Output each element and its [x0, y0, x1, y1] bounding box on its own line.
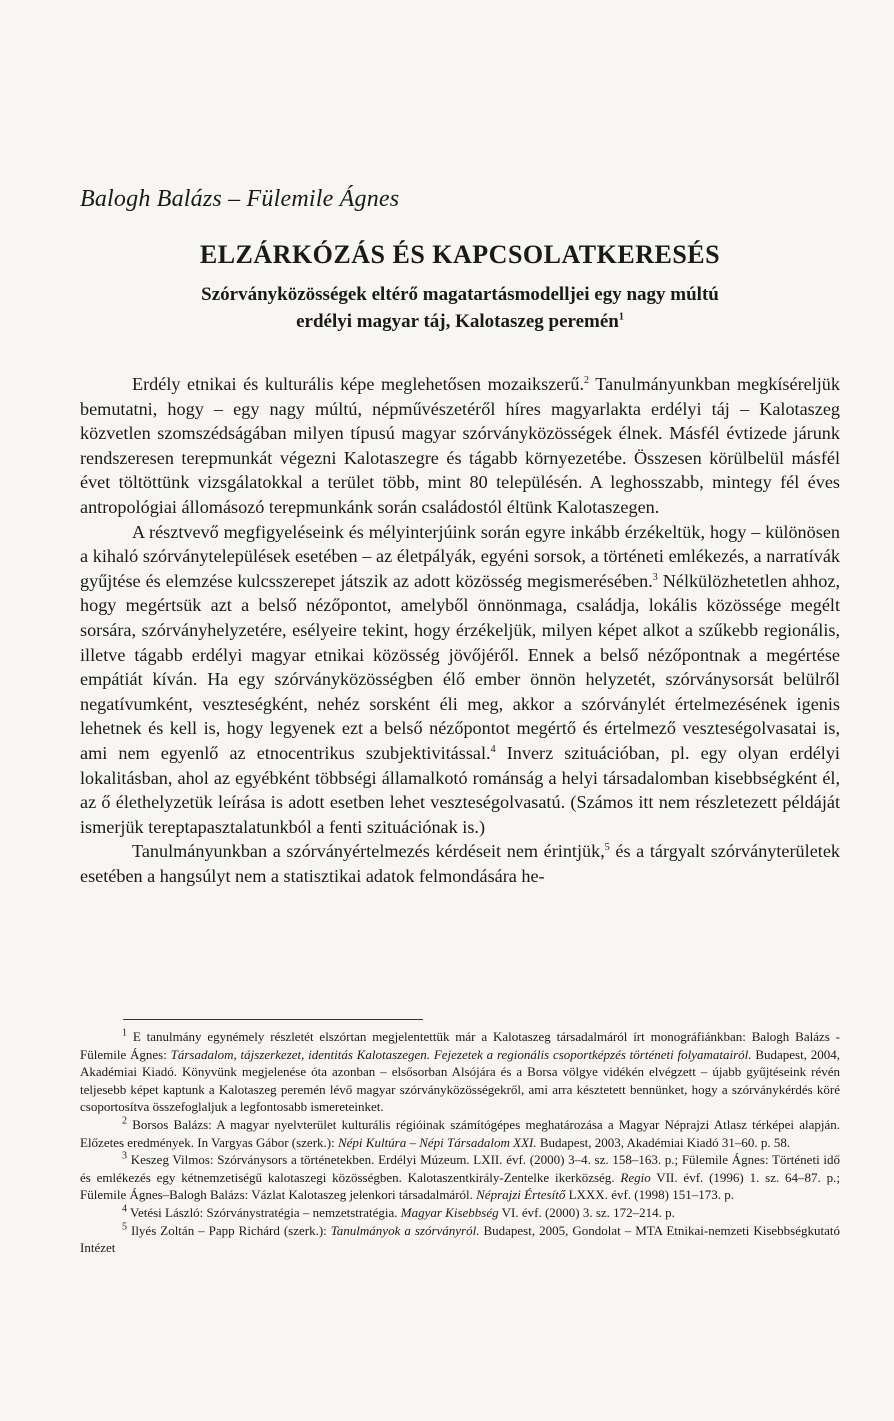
- paragraph-2: [80, 520, 840, 840]
- text-run: Vetési László: Szórványstratégia – nemzetstratégia.: [127, 1204, 401, 1220]
- footnote-divider: [123, 1019, 423, 1020]
- footnote-number: 1: [122, 1027, 127, 1039]
- footnote-number: 3: [122, 1150, 127, 1162]
- text-run: A résztvevő megfigyeléseink és mélyinterjúink során egyre inkább érzékeltük, hogy – különösen a kihaló szórványtelepülések esetében – az életpályák, egyéni sorsok, a történeti emlékezés, a narratívák gyűjtése és elemzése kulcsszerepet játszik az adott közösség megismerésében.: [80, 521, 840, 591]
- text-run: Néprajzi Értesítő: [476, 1187, 566, 1203]
- text-run: Tanulmányunkban megkíséreljük bemutatni, hogy – egy nagy múltú, népművészetéről híres magyarlakta erdélyi táj – Kalotaszeg közvetlen szomszédságában milyen típusú magyar szórványközösségek élnek. Másfél évtizede járunk rendszeresen terepmunkát végezni Kalotaszegre és tágabb környezetébe. Összesen körülbelül másfél évet töltöttünk vizsgálatokkal a terület több, mint 80 településén. A leghosszabb, mintegy fél éves antropológiai állomásozó terepmunkánk során családostól éltünk Kalotaszegen.: [80, 374, 840, 517]
- text-run: Keszeg Vilmos: Szórványsors a történetekben. Erdélyi Múzeum. LXII. évf. (2000) 3–4. sz. 158–163. p.; Fülemile Ágnes: Történeti idő és emlékezés egy kétnemzetiségű kalotaszegi közösségben. Kalotaszentkirály-Zentelke ikerközség.: [80, 1152, 840, 1185]
- footnote-2: [80, 1116, 840, 1151]
- footnote-3: [80, 1151, 840, 1204]
- footnote-ref[interactable]: 4: [490, 743, 496, 755]
- text-run: LXXX. évf. (1998) 151–173. p.: [565, 1187, 734, 1203]
- text-run: E tanulmány egynémely részletét elszórtan megjelentettük már a Kalotaszeg társadalmáról írt monográfiánkban: Balogh Balázs - Fülemile Ágnes:: [80, 1029, 840, 1062]
- footnote-ref[interactable]: 1: [618, 311, 624, 323]
- text-run: VI. évf. (2000) 3. sz. 172–214. p.: [498, 1204, 675, 1220]
- text-run: Ilyés Zoltán – Papp Richárd (szerk.):: [127, 1222, 331, 1238]
- footnote-1: [80, 1028, 840, 1116]
- footnote-ref[interactable]: 3: [652, 571, 658, 583]
- text-run: Budapest, 2003, Akadémiai Kiadó 31–60. p. 58.: [536, 1134, 791, 1150]
- footnote-ref[interactable]: 5: [604, 842, 610, 854]
- subtitle-line-2: erdélyi magyar táj, Kalotaszeg peremén: [296, 311, 619, 332]
- author-line: Balogh Balázs – Fülemile Ágnes: [80, 186, 400, 212]
- text-run: Erdély etnikai és kulturális képe meglehetősen mozaikszerű.: [132, 374, 585, 394]
- text-run: Inverz szituációban, pl. egy olyan erdélyi lokalitásban, ahol az egyébként többségi államalkotó románság a helyi társadalomban kisebbségként él, az ő élethelyzetük leírása is adott esetben lehet veszteségolvasatú. (Számos itt nem részletezett példáját ismerjük tereptapasztalatunkból a fenti szituációnak is.): [80, 742, 840, 837]
- text-run: Társadalom, tájszerkezet, identitás Kalotaszegen. Fejezetek a regionális csoportképzés történeti folyamatairól.: [170, 1046, 752, 1062]
- text-run: Tanulmányunkban a szórványértelmezés kérdéseit nem érintjük,: [132, 841, 605, 862]
- text-run: Budapest, 2005, Gondolat – MTA Etnikai-nemzeti Kisebbségkutató Intézet: [80, 1222, 840, 1256]
- subtitle-line-1: Szórványközösségek eltérő magatartásmodelljei egy nagy múltú: [201, 284, 719, 305]
- text-run: és a tárgyalt szórványterületek esetében a hangsúlyt nem a statisztikai adatok felmondására he-: [80, 841, 840, 886]
- text-run: Magyar Kisebbség: [400, 1204, 499, 1220]
- text-run: Regio: [620, 1169, 651, 1185]
- text-run: Tanulmányok a szórványról.: [330, 1222, 480, 1238]
- text-run: Népi Kultúra – Népi Társadalom XXI.: [337, 1134, 537, 1150]
- text-run: Nélkülözhetetlen ahhoz, hogy megértsük azt a belső nézőpontot, amelyből önnönmaga, családja, lokális közössége megélt sorsára, szórványhelyzetére, esélyeire tekint, hogy érzékeljük, milyen képet alkot a szűkebb regionális, illetve tágabb erdélyi magyar etnikai közösség jövőjéről. Ennek a belső nézőpontnak a megértése empátiát kíván. Ha egy szórványközösségben élő ember önnön helyzetét, szórványsorsát belülről negatívumként, veszteségként, nehéz sorsként éli meg, akkor a szórványlét értelmezésének igenis lehetnek és kell is, hogy legyenek ezt a belső nézőpontot megértő és értelmező veszteségolvasatai is, ami nem egyenlő az etnocentrikus szubjektivitással.: [80, 570, 840, 763]
- paragraph-1: [80, 372, 840, 520]
- footnote-number: 2: [122, 1115, 127, 1127]
- footnote-number: 5: [122, 1221, 127, 1233]
- footnote-4: [80, 1204, 840, 1222]
- text-run: Budapest, 2004, Akadémiai Kiadó. Könyvünk megjelenése óta azonban – elsősorban Alsójára és a Borsa völgye vidékén elvégzett – újabb gyűjtéseink révén teljesebb képet kaptunk a Kalotaszeg peremén lévő magyar szórványközösségekről, ami arra késztetett bennünket, hogy a szórványkérdés köré csoportosítva összefoglaljuk a legfontosabb ismereteinket.: [80, 1046, 840, 1115]
- footnote-number: 4: [122, 1203, 127, 1215]
- text-run: VII. évf. (1996) 1. sz. 64–87. p.; Fülemile Ágnes–Balogh Balázs: Vázlat Kalotaszeg jelenkori társadalmáról.: [80, 1169, 840, 1203]
- footnote-5: [80, 1222, 840, 1257]
- text-run: Borsos Balázs: A magyar nyelvterület kulturális régióinak számítógépes meghatározása a Magyar Néprajzi Atlasz térképei alapján. Előzetes eredmények. In Vargyas Gábor (szerk.):: [80, 1116, 840, 1150]
- body-text: [80, 372, 840, 888]
- article-title: ELZÁRKÓZÁS ÉS KAPCSOLATKERESÉS: [199, 240, 721, 269]
- footnote-ref[interactable]: 2: [584, 374, 590, 386]
- paragraph-3: [80, 839, 840, 888]
- article-subtitle: [80, 281, 840, 335]
- footnotes: [80, 1028, 840, 1257]
